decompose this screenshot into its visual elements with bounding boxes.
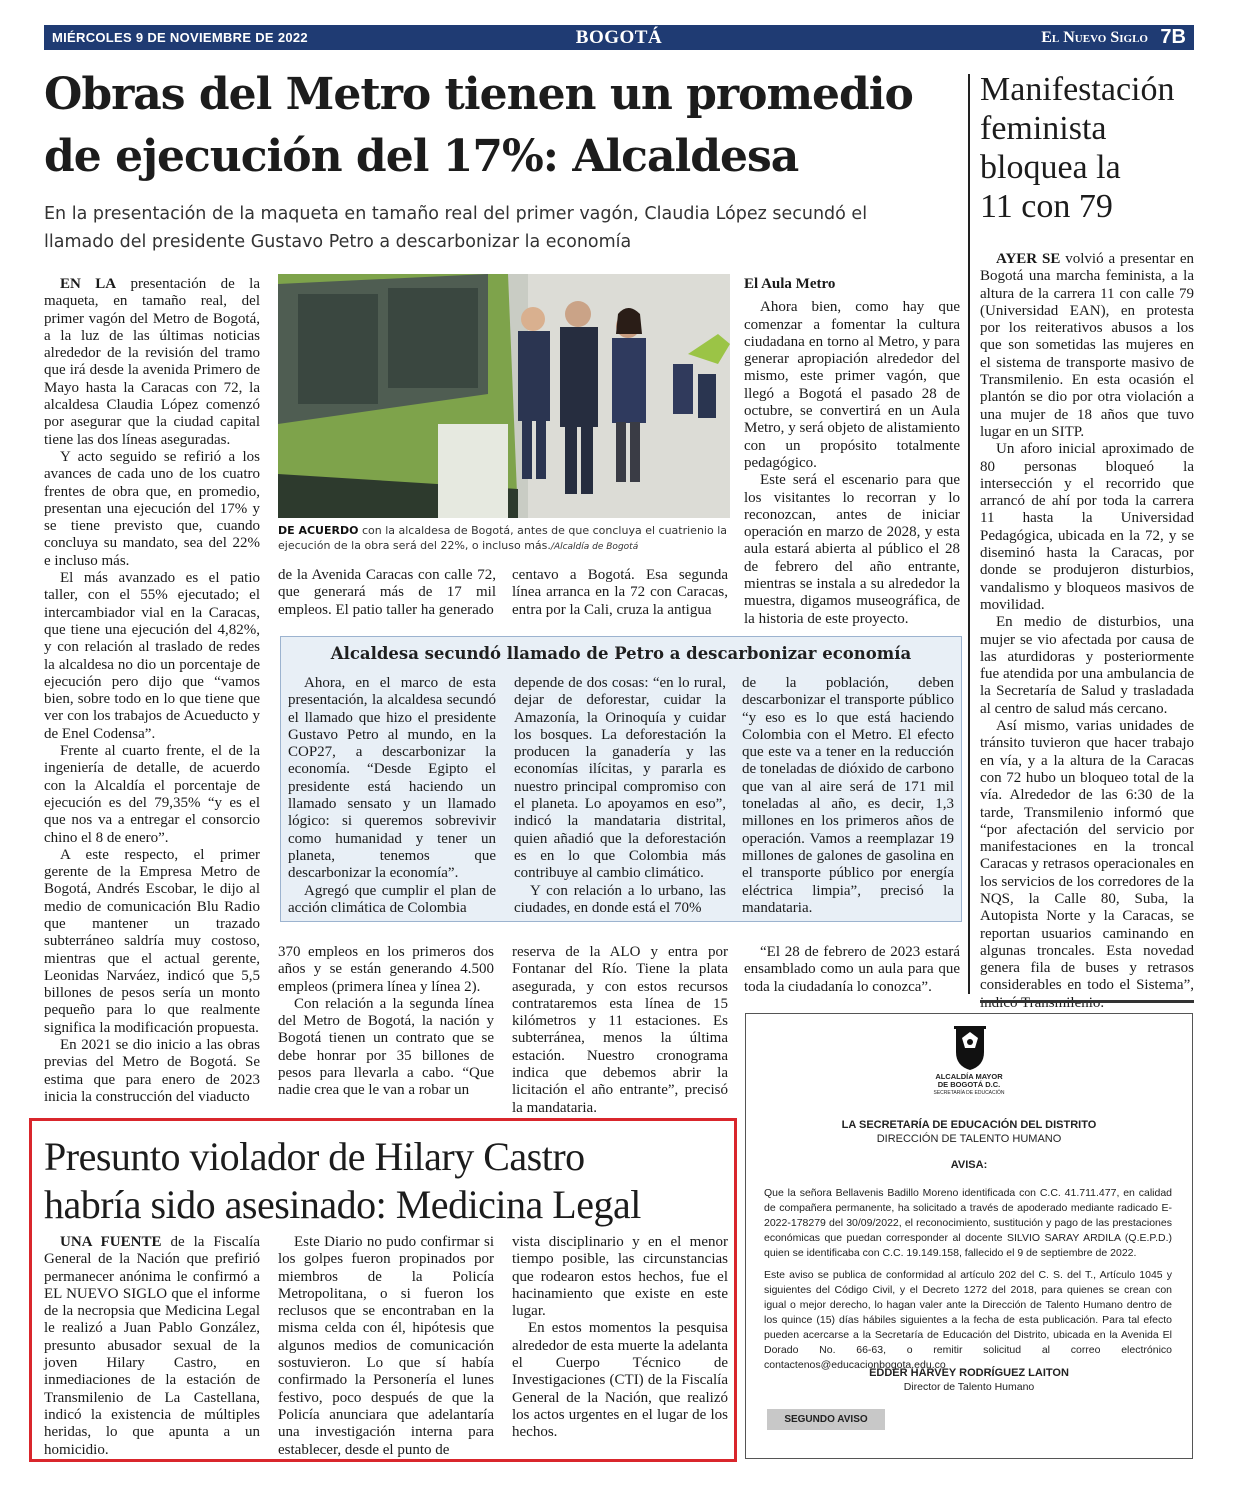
metro-wagon-photo [278, 274, 730, 518]
main-article-column-1 [44, 276, 260, 1106]
box-column-2 [514, 675, 726, 917]
aula-metro-column [744, 276, 960, 628]
paragraph: Y acto seguido se refirió a los avances de cada uno de los cuatro frentes de obra que, en promedio, presentan una ejecución del 17% y se tiene previsto que, cuando concluya su mandato, sea del 22% e incluso más. [44, 448, 260, 569]
sidebar-headline-line: 11 con 79 [980, 188, 1113, 225]
paragraph: depende de dos cosas: “en lo rural, dejar de deforestar, cuidar la Amazonía, la Orinoquía y cuidar los bosques. La deforestación la producen la ganadería y las economías ilícitas, y pararla es nuestro principal compromiso con el planeta. Lo apoyamos en eso”, indicó la mandataria distrital, quien añadió que la deforestación es en lo que Colombia más contribuye al cambio climático. [514, 675, 726, 882]
paragraph: centavo a Bogotá. Esa segunda línea arranca en la 72 con Caracas, entra por la Cali, cruza la antigua [512, 567, 728, 618]
sidebar-headline [980, 70, 1195, 226]
lead-in: UNA FUENTE [60, 1234, 162, 1250]
notice-signer-title: Director de Talento Humano [903, 1381, 1035, 1393]
box-column-1 [288, 675, 496, 917]
notice-organization: LA SECRETARÍA DE EDUCACIÓN DEL DISTRITO [841, 1119, 1097, 1131]
paragraph: El más avanzado es el patio taller, con el 55% ejecutado; el intercambiador vial en la Caracas, que tiene una ejecución del 4,82%, y con relación al traslado de redes la alcaldesa no dio un porcentaje de ejecución pero dijo que “vamos bien, sobre todo en lo que tiene que ver con los trabajos de Acueducto y de Enel Codensa”. [44, 570, 260, 742]
subsection-title: El Aula Metro [744, 276, 836, 292]
paragraph: Ahora, en el marco de esta presentación, la alcaldesa secundó el llamado que hizo el presidente Gustavo Petro al mundo, en la COP27, a descarbonizar la economía. “Desde Egipto el presidente está haciendo un llamado sensato y un llamado lógico: si queremos sobrevivir como humanidad y tener un planeta, tenemos que descarbonizar la economía”. [288, 675, 496, 882]
paragraph: Un aforo inicial aproximado de 80 personas bloqueó la intersección y el recorrido que arrancó de ahí por toda la carrera 11 hasta la Universidad Pedagógica, ubicada en la 72, y se diseminó hasta la Caracas, por donde se produjeron disturbios, vandalismo y bloqueos masivos de movilidad. [980, 441, 1194, 613]
paragraph: Este será el escenario para que los visitantes lo recorran y lo reconozcan, antes de iniciar operación en marzo de 2028, y esta aula estará abierta al público el 28 de febrero del año entrante, mientras se instala a su alrededor la muestra, digamos museográfica, de la historia de este proyecto. [744, 472, 960, 627]
logo-line: ALCALDÍA MAYOR [935, 1072, 1003, 1081]
caption-text: con la alcaldesa de Bogotá, antes de que concluya el cuatrienio la ejecución de la obra será del 22%, o incluso más. [278, 524, 727, 552]
sidebar-end-rule [980, 1000, 1194, 1003]
paragraph: En 2021 se dio inicio a las obras previas del Metro de Bogotá. Se estima que para enero de 2023 inicia la construcción del viaducto [44, 1037, 260, 1105]
sidebar-headline-line: Manifestación [980, 71, 1175, 108]
sidebar-article [980, 251, 1194, 1012]
page-header-bar [44, 25, 1194, 50]
issue-date: MIÉRCOLES 9 DE NOVIEMBRE DE 2022 [52, 30, 308, 45]
sidebar-headline-line: bloquea la [980, 149, 1121, 186]
notice-badge: SEGUNDO AVISO [767, 1409, 885, 1430]
paragraph: reserva de la ALO y entra por Fontanar del Río. Tiene la plata asegurada, y con estos recursos contrataremos esta línea de 15 kilómetros y 11 estaciones. Es subterránea, menos la última estación. Nuestro cronograma indica que debemos abrir la licitación el año entrante”, precisó la mandataria. [512, 944, 728, 1116]
photo-illustration [278, 274, 730, 518]
notice-paragraph-2: Este aviso se publica de conformidad al artículo 202 del C. S. del T., Artículo 1045 y siguientes del Código Civil, y el Decreto 1272 del 2018, para quienes se crean con igual o mejor derecho, lo hagan valer ante la Dirección de Talento Humano dentro de los quince (15) días hábiles siguientes a la fecha de esta publicación. Para tal efecto pueden acercarse a la Secretaría de Educación del Distrito, ubicada en la Avenida El Dorado No. 66-63, o remitir solicitud al correo electrónico contactenos@educacionbogota.edu.co [764, 1269, 1172, 1371]
paragraph: Este Diario no pudo confirmar si los golpes fueron propinados por miembros de la Policía Metropolitana, o si fueron los reclusos que se encontraban en la misma celda con él, hipótesis que algunos medios de comunicación sostuvieron. Lo que sí había confirmado la Personería el lunes festivo, poco después de que la Policía anunciara que adelantaría una investigación interna para establecer, desde el punto de [278, 1234, 494, 1458]
paragraph: En estos momentos la pesquisa alrededor de esta muerte la adelanta el Cuerpo Técnico de Investigaciones (CTI) de la Fiscalía General de la Nación, que realizó los actos urgentes en el lugar de los hechos. [512, 1320, 728, 1441]
paragraph: 370 empleos en los primeros dos años y se están generando 4.500 empleos (primera línea y línea 2). [278, 944, 494, 995]
logo-line: DE BOGOTÁ D.C. [937, 1080, 1001, 1089]
bogota-coat-of-arms-icon [940, 1024, 1000, 1072]
main-headline-line1: Obras del Metro tienen un promedio [44, 69, 913, 120]
notice-paragraph-1: Que la señora Bellavenis Badillo Moreno identificada con C.C. 41.711.477, en calidad de compañera permanente, ha solicitado a través de apoderado mediante radicado E-2022-178279 del 30/09/2022, el reconocimiento, sustitución y pago de las prestaciones económicas que puedan corresponder al docente SILVIO SARAY ARDILA (Q.E.P.D.) quien se identificaba con C.C. 19.149.158, fallecido el 9 de septiembre de 2022. [764, 1187, 1172, 1259]
page-number: 7B [1160, 26, 1186, 48]
bottom-story-column-3 [512, 1234, 728, 1442]
sidebar-headline-line: feminista [980, 110, 1107, 147]
bottom-headline-line1: Presunto violador de Hilary Castro [44, 1134, 585, 1179]
paragraph: Así mismo, varias unidades de tránsito tuvieron que hacer trabajo en vía, y a la altura de la Caracas con 72 hubo un bloqueo total de la vía. Alrededor de las 6:30 de la tarde, Transmilenio informó que “por afectación del servicio por manifestaciones en la troncal Caracas y retrasos operacionales en los servicios de los corredores de la NQS, la Calle 80, Suba, la Autopista Norte y la Caracas, se reportan usuarios caminando en algunas troncales. Esta novedad genera fila de buses y retrasos considerables en todo el Sistema”, [980, 718, 1194, 994]
paragraph: de la población, deben descarbonizar el transporte público “y eso es lo que está haciendo Colombia con el Metro. El efecto que este va a tener en la reducción de toneladas de dióxido de carbono que van al aire será de 171 mil toneladas al año, es decir, 1,3 millones en los primeros años de operación. Vamos a reemplazar 19 millones de galones de gasolina en el transporte público por energía eléctrica limpia”, precisó la mandataria. [742, 675, 955, 916]
bottom-story-column-1 [44, 1234, 260, 1459]
box-column-3 [742, 675, 954, 917]
paragraph: Ahora bien, como hay que comenzar a fomentar la cultura ciudadana en torno al Metro, y para generar apropiación alrededor del mismo, este primer vagón, que llegó a Bogotá el pasado 28 de octubre, se convertirá en un Aula Metro, y será objeto de alistamiento con un propósito totalmente pedagógico. [744, 299, 960, 471]
photo-caption [278, 523, 730, 555]
paragraph: “El 28 de febrero de 2023 estará ensamblado como un aula para que toda la ciudadanía lo conozca”. [744, 944, 960, 995]
paragraph: Y con relación a lo urbano, las ciudades, en donde está el 70% [514, 882, 726, 916]
notice-avisa: AVISA: [950, 1159, 988, 1171]
lead-in: AYER SE [996, 251, 1061, 267]
bottom-headline-line2: habría sido asesinado: Medicina Legal [44, 1182, 641, 1227]
paragraph: de la Fiscalía General de la Nación que prefirió permanecer anónima le confirmó a EL NUEVO SIGLO que el informe de la necropsia que Medicina Legal le realizó a Juan Pablo González, presunto abusador sexual de la joven Hilary Castro, en inmediaciones de la estación de Transmilenio de La Castellana, indicó la existencia de múltiples heridas, lo que apunta a un homicidio. [44, 1234, 261, 1458]
caption-lead: DE ACUERDO [278, 524, 359, 537]
column-divider [968, 74, 970, 994]
notice-signer: EDDER HARVEY RODRÍGUEZ LAITON [869, 1367, 1069, 1379]
main-article-column-3-bottom [512, 944, 728, 1117]
highlight-box-title: Alcaldesa secundó llamado de Petro a descarbonizar economía [330, 644, 912, 663]
main-headline-line2: de ejecución del 17%: Alcaldesa [44, 131, 799, 182]
logo-text [745, 1073, 1193, 1097]
paragraph: presentación de la maqueta, en tamaño real, del primer vagón del Metro de Bogotá, a la luz de las últimas noticias alrededor de la revisión del tramo que irá desde la avenida Primero de Mayo hasta la Caracas con 72, la alcaldesa Claudia López comenzó por asegurar que la ciudad capital tiene las dos líneas aseguradas. [44, 276, 260, 448]
paragraph: Frente al cuarto frente, el de la ingeniería de detalle, de acuerdo con la Alcaldía el porcentaje de ejecución es del 79,35% “y es el que nos va a entregar el consorcio chino el 8 de enero”. [44, 743, 260, 846]
main-article-column-3-top [512, 567, 728, 619]
bottom-story-column-2 [278, 1234, 494, 1459]
paragraph: volvió a presentar en Bogotá una marcha feminista, a la altura de la carrera 11 con calle 79 (Universidad EAN), en protesta por los reiterativos abusos a los que son sometidas las mujeres en el sistema de transporte masivo de Transmilenio. En esta ocasión el plantón se dio por otra violación a una mujer de 18 años que tuvo lugar en un SITP. [980, 251, 1194, 440]
paragraph: En medio de disturbios, una mujer se vio afectada por causa de las aturdidoras y posteriormente fue atendida por una ambulancia de la Secretaría de Salud y trasladada al centro de salud más cercano. [980, 614, 1194, 717]
paragraph: Agregó que cumplir el plan de acción climática de Colombia [288, 882, 496, 916]
paragraph: A este respecto, el primer gerente de la Empresa Metro de Bogotá, Andrés Escobar, le dijo al medio de comunicación Blu Radio que mantener un trazado subterráneo saldría muy costoso, mientras que el actual gerente, Leonidas Narváez, indicó que 5,5 billones de pesos sería un monto pequeño para lo que realmente significa la modificación propuesta. [44, 846, 260, 1036]
lead-in: EN LA [60, 276, 117, 292]
notice-department: DIRECCIÓN DE TALENTO HUMANO [876, 1133, 1062, 1145]
section-name: BOGOTÁ [575, 27, 663, 48]
newspaper-name: El Nuevo Siglo [1041, 29, 1148, 46]
subhead-line2: llamado del presidente Gustavo Petro a descarbonizar la economía [44, 232, 632, 252]
pull-quote [744, 944, 960, 996]
subhead-line1: En la presentación de la maqueta en tamaño real del primer vagón, Claudia López secundó el [44, 204, 868, 224]
logo-line: SECRETARÍA DE EDUCACIÓN [933, 1090, 1005, 1096]
photo-credit: /Alcaldía de Bogotá [550, 542, 639, 552]
paragraph: Con relación a la segunda línea del Metro de Bogotá, la nación y Bogotá tienen un contrato que se debe honrar por 35 billones de pesos para llevarla a cabo. “Que nadie crea que le van a robar un [278, 995, 494, 1099]
main-article-column-2-top [278, 567, 496, 619]
paragraph: vista disciplinario y en el menor tiempo posible, las circunstancias que rodearon estos hechos, fue el hacinamiento que existe en este lugar. [512, 1234, 728, 1320]
main-article-column-2-bottom [278, 944, 494, 1100]
paragraph: de la Avenida Caracas con calle 72, que generará más de 17 mil empleos. El patio taller ha generado [278, 567, 496, 618]
